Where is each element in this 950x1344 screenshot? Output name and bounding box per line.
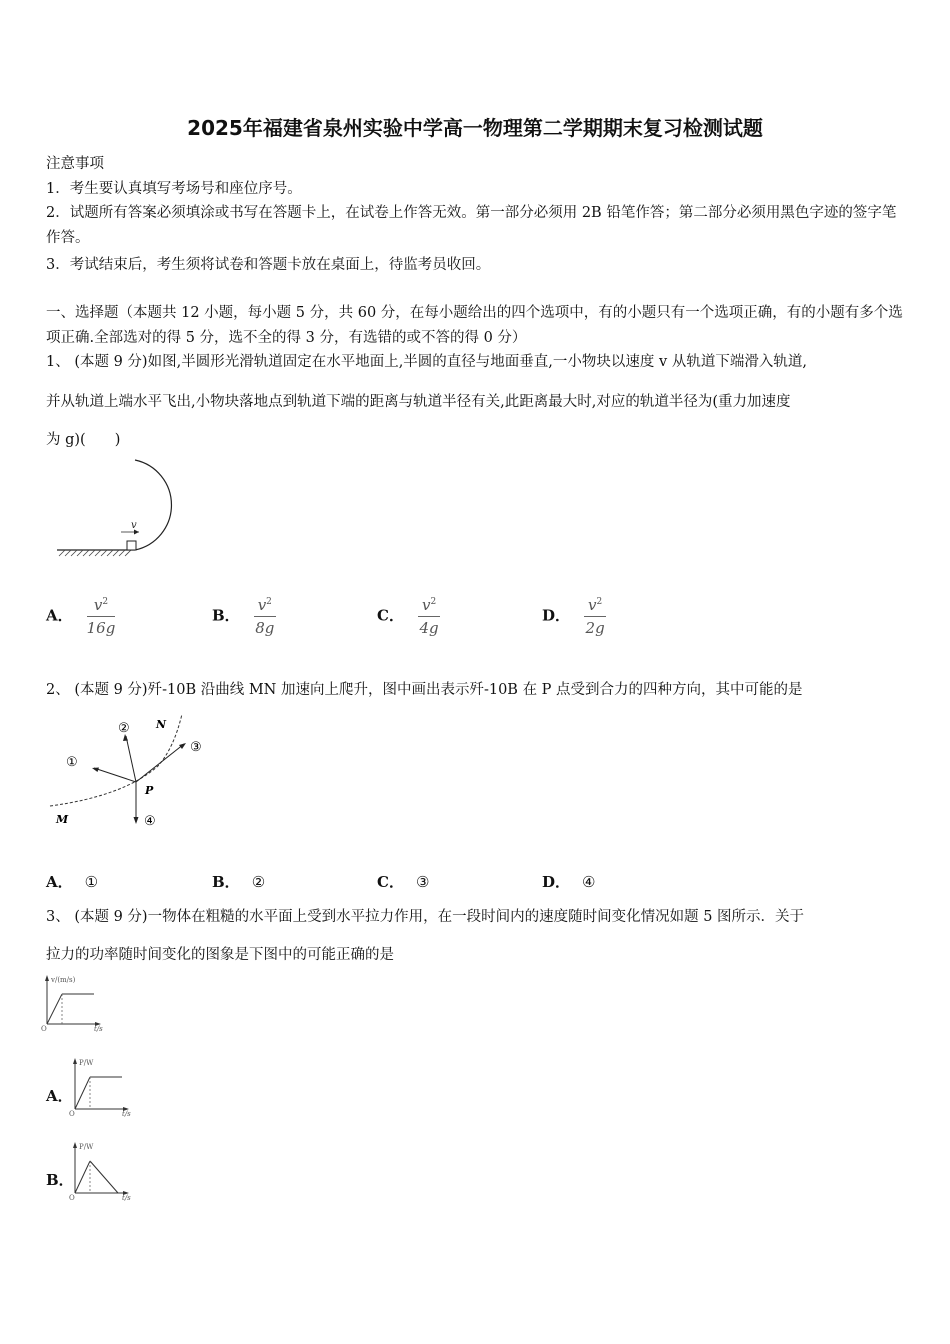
q3-vt-ylabel: v/(m/s) xyxy=(51,976,76,984)
q2-option-c[interactable] xyxy=(377,871,429,892)
q2-option-b-value: ② xyxy=(251,873,266,891)
q2-option-a-value: ① xyxy=(84,873,99,891)
q1-option-c-den: 4g xyxy=(419,619,439,637)
q1-option-d[interactable] xyxy=(542,596,606,637)
q1-text-line3: 为 g)( ) xyxy=(46,432,121,448)
q1-option-c-letter: C． xyxy=(377,606,404,625)
q1-option-c[interactable] xyxy=(377,596,440,637)
q1-text-line2: 并从轨道上端水平飞出,小物块落地点到轨道下端的距离与轨道半径有关,此距离最大时,对应的轨道半径为(重力加速度 xyxy=(46,394,791,410)
notice-item-3: 3．考试结束后，考生须将试卷和答题卡放在桌面上，待监考员收回。 xyxy=(46,257,491,273)
q3-b-xlabel: t/s xyxy=(122,1194,131,1201)
q3-a-origin: O xyxy=(69,1110,75,1117)
q1-option-a-letter: A． xyxy=(46,606,73,625)
q2-arrow-4-label: ④ xyxy=(144,814,156,829)
q3-vt-graph xyxy=(40,972,112,1032)
q1-option-a-exp: 2 xyxy=(102,597,109,607)
q2-option-c-value: ③ xyxy=(415,873,430,891)
q3-vt-origin: O xyxy=(41,1025,47,1032)
q1-option-b-letter: B． xyxy=(212,606,240,625)
q1-option-b-num: v xyxy=(257,596,267,614)
q1-option-d-num: v xyxy=(588,596,597,614)
q2-label-p: P xyxy=(145,784,154,797)
q1-option-c-num: v xyxy=(421,596,431,614)
q2-option-d-letter: D． xyxy=(542,873,571,891)
q1-option-d-den: 2g xyxy=(585,619,605,637)
q2-option-c-letter: C． xyxy=(377,873,404,891)
q2-force-figure xyxy=(44,710,224,835)
q1-track-figure xyxy=(55,456,195,562)
q1-option-a-den: 16g xyxy=(86,619,116,637)
q2-arrow-2-label: ② xyxy=(118,721,130,736)
q1-option-a[interactable] xyxy=(46,596,115,637)
q3-a-xlabel: t/s xyxy=(122,1110,131,1117)
q2-arrow-1-label: ① xyxy=(66,755,78,770)
q2-option-a[interactable] xyxy=(46,871,98,892)
q1-text-line1: 1、 (本题 9 分)如图,半圆形光滑轨道固定在水平地面上,半圆的直径与地面垂直,一小物块以速度 v 从轨道下端滑入轨道, xyxy=(46,354,807,370)
q3-option-b-label[interactable]: B． xyxy=(46,1171,74,1189)
q3-b-origin: O xyxy=(69,1194,75,1201)
q3-b-ylabel: P/W xyxy=(79,1143,94,1151)
q3-option-a-label[interactable]: A． xyxy=(46,1087,73,1105)
q2-label-n: N xyxy=(156,718,167,731)
q2-text: 2、 (本题 9 分)歼-10B 沿曲线 MN 加速向上爬升，图中画出表示歼-10B 在 P 点受到合力的四种方向，其中可能的是 xyxy=(46,682,803,698)
q1-option-b-den: 8g xyxy=(255,619,275,637)
q1-option-d-exp: 2 xyxy=(596,597,603,607)
q2-option-b[interactable] xyxy=(212,871,265,892)
q2-option-d[interactable] xyxy=(542,871,595,892)
q3-option-a-graph xyxy=(68,1055,140,1117)
q2-label-m: M xyxy=(56,813,69,826)
notice-heading: 注意事项 xyxy=(46,156,104,172)
q2-arrow-3-label: ③ xyxy=(190,740,202,755)
notice-item-1: 1．考生要认真填写考场号和座位序号。 xyxy=(46,181,302,197)
page-title: 2025年福建省泉州实验中学高一物理第二学期期末复习检测试题 xyxy=(187,116,763,140)
notice-item-2: 2．试题所有答案必须填涂或书写在答题卡上，在试卷上作答无效。第一部分必须用 2B 铅笔作答；第二部分必须用黑色字迹的签字笔作答。 xyxy=(46,205,897,246)
q3-text-line2: 拉力的功率随时间变化的图象是下图中的可能正确的是 xyxy=(46,947,394,963)
q1-option-b-exp: 2 xyxy=(266,597,272,607)
q1-option-b[interactable] xyxy=(212,596,276,637)
q3-a-ylabel: P/W xyxy=(79,1059,94,1067)
q2-option-a-letter: A． xyxy=(46,873,73,891)
q2-option-b-letter: B． xyxy=(212,873,240,891)
q3-text-line1: 3、 (本题 9 分)一物体在粗糙的水平面上受到水平拉力作用，在一段时间内的速度随时间变化情况如题 5 图所示．关于 xyxy=(46,909,805,925)
q3-option-b-graph xyxy=(68,1139,140,1201)
q2-option-d-value: ④ xyxy=(582,873,596,891)
section-heading: 一、选择题（本题共 12 小题，每小题 5 分，共 60 分，在每小题给出的四个选项中，有的小题只有一个选项正确，有的小题有多个选项正确.全部选对的得 5 分，选不全的得 3 分，有选错的或不答的得 0 分） xyxy=(46,305,903,346)
q1-option-c-exp: 2 xyxy=(430,597,437,607)
q3-vt-xlabel: t/s xyxy=(94,1025,103,1032)
q1-option-d-letter: D． xyxy=(542,606,571,625)
q1-velocity-label: v xyxy=(131,520,137,531)
q1-option-a-num: v xyxy=(93,596,103,614)
